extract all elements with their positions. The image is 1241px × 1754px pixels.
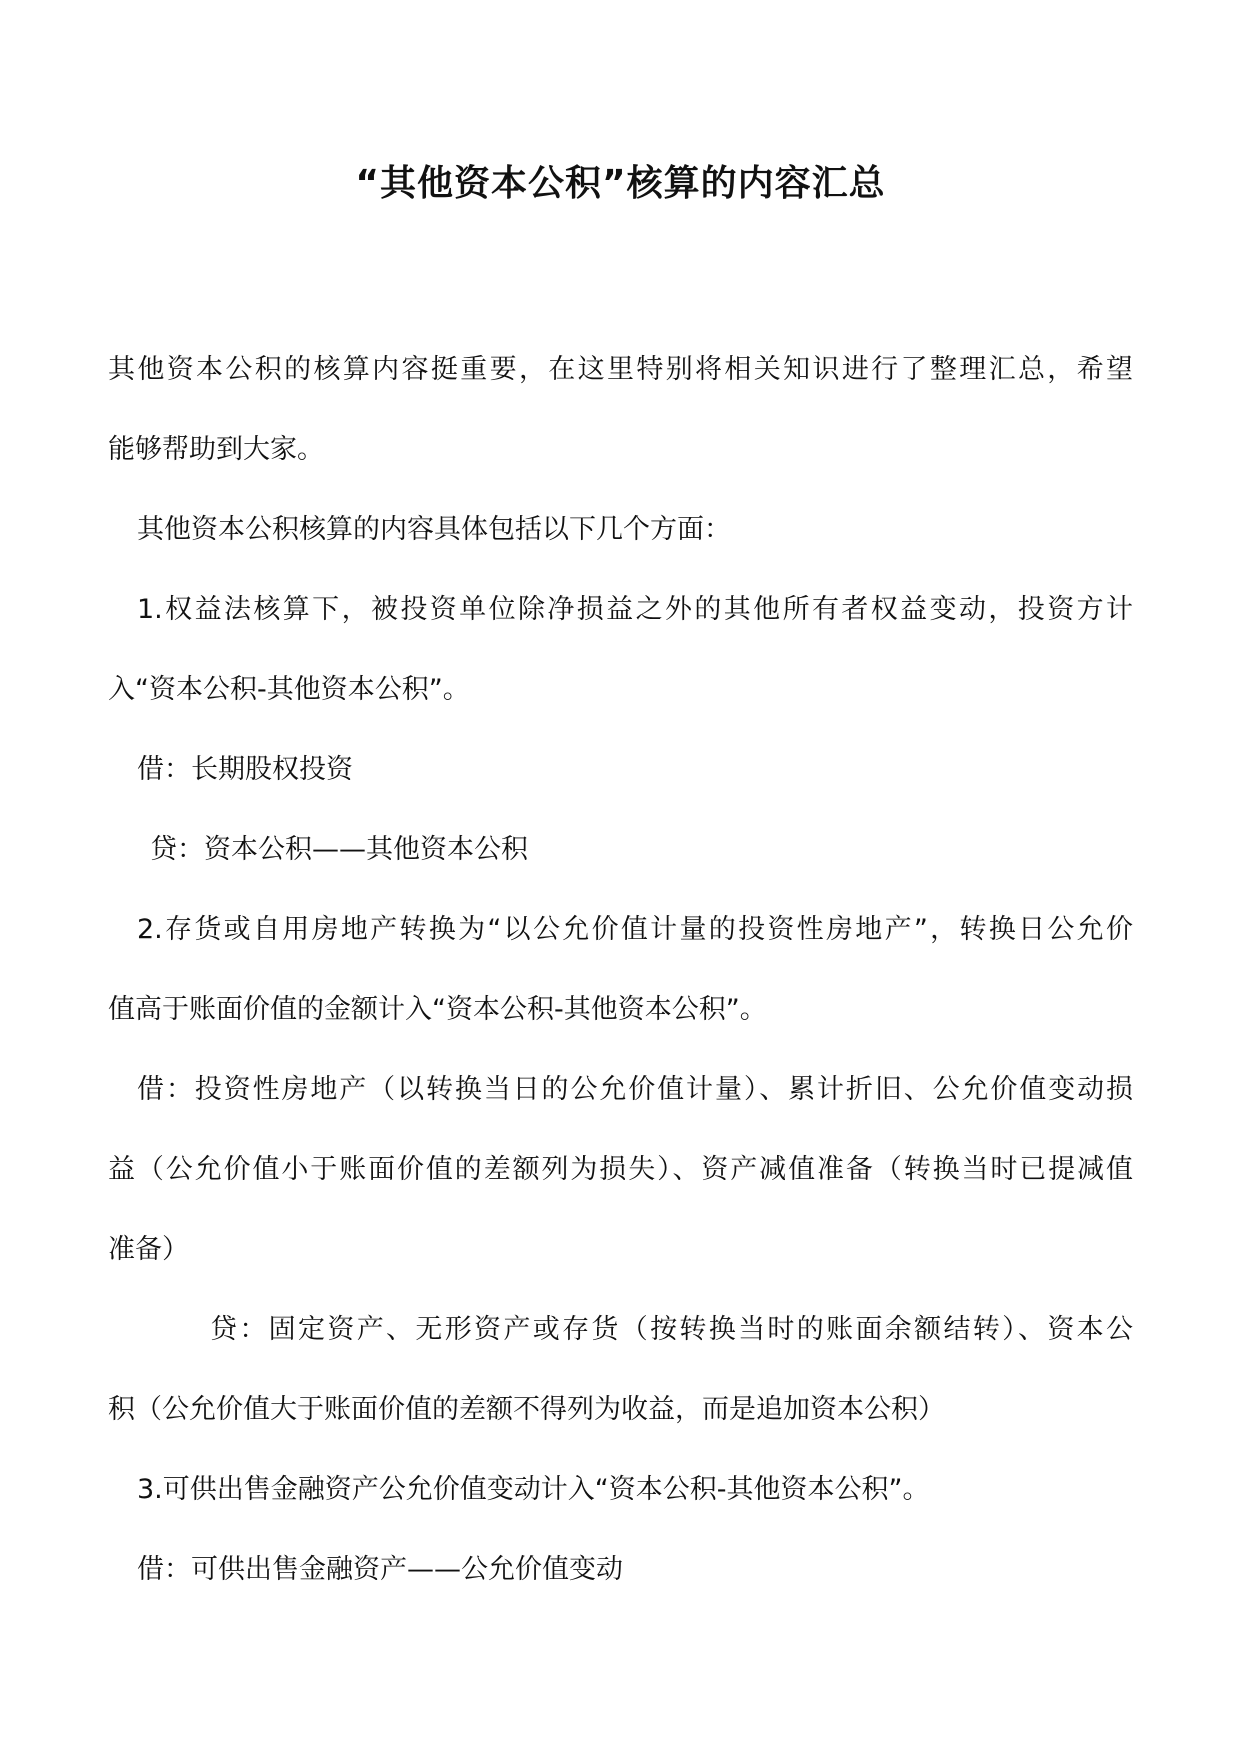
journal-entry-debit: 借：长期股权投资 xyxy=(137,754,353,785)
paragraph-line: 积（公允价值大于账面价值的差额不得列为收益，而是追加资本公积） xyxy=(108,1394,945,1425)
document-title: “其他资本公积”核算的内容汇总 xyxy=(355,163,886,204)
paragraph-line: 能够帮助到大家。 xyxy=(108,434,324,465)
journal-entry-credit: 贷：资本公积——其他资本公积 xyxy=(150,834,528,865)
paragraph-line: 1.权益法核算下，被投资单位除净损益之外的其他所有者权益变动，投资方计 xyxy=(137,594,1133,625)
journal-entry-debit: 借：可供出售金融资产——公允价值变动 xyxy=(137,1554,623,1585)
paragraph-line: 3.可供出售金融资产公允价值变动计入“资本公积-其他资本公积”。 xyxy=(137,1474,930,1505)
journal-entry-debit: 借：投资性房地产（以转换当日的公允价值计量）、累计折旧、公允价值变动损 xyxy=(137,1074,1133,1105)
journal-entry-credit: 贷：固定资产、无形资产或存货（按转换当时的账面余额结转）、资本公 xyxy=(210,1314,1133,1345)
paragraph-line: 其他资本公积的核算内容挺重要，在这里特别将相关知识进行了整理汇总，希望 xyxy=(108,354,1133,385)
paragraph-line: 入“资本公积-其他资本公积”。 xyxy=(108,674,470,705)
paragraph-line: 2.存货或自用房地产转换为“以公允价值计量的投资性房地产”，转换日公允价 xyxy=(137,914,1133,945)
paragraph-line: 其他资本公积核算的内容具体包括以下几个方面： xyxy=(137,514,731,545)
paragraph-line: 益（公允价值小于账面价值的差额列为损失）、资产减值准备（转换当时已提减值 xyxy=(108,1154,1133,1185)
paragraph-line: 准备） xyxy=(108,1234,189,1265)
paragraph-line: 值高于账面价值的金额计入“资本公积-其他资本公积”。 xyxy=(108,994,767,1025)
